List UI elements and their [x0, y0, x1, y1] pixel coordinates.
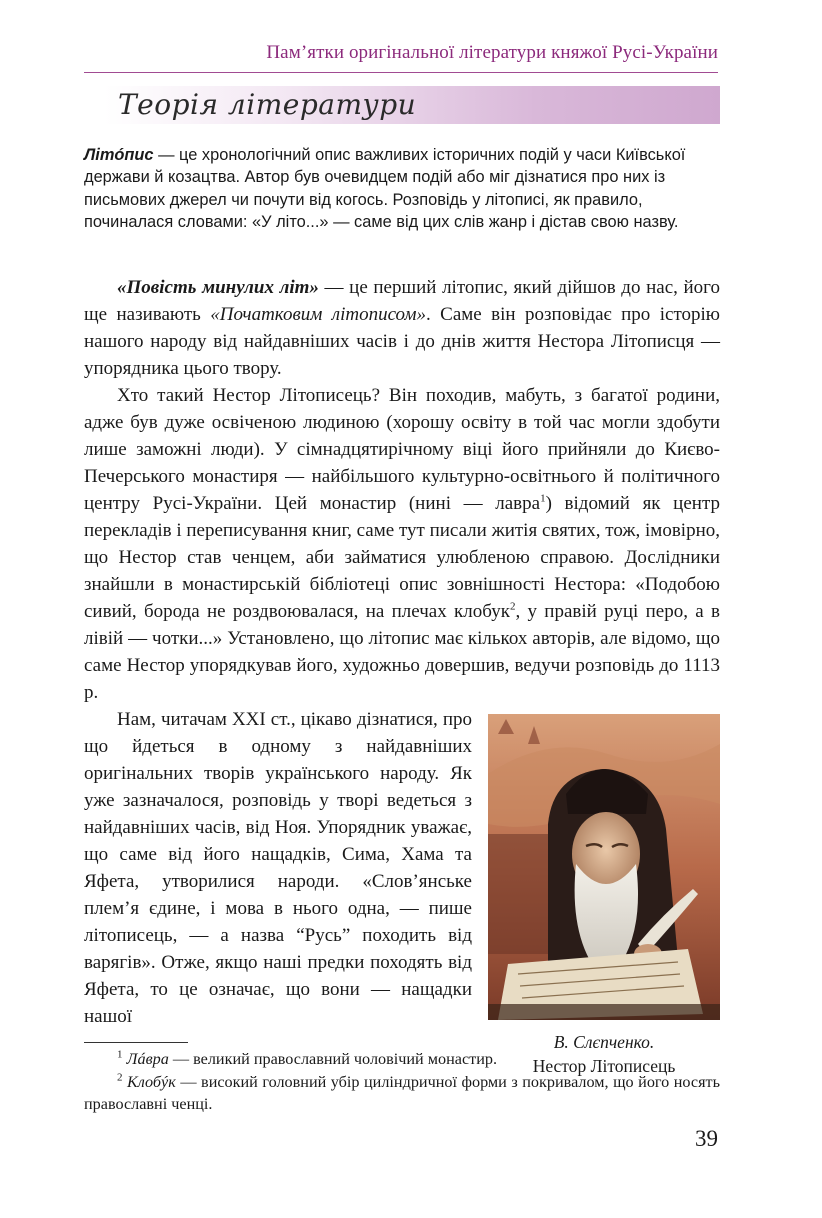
portrait-image: [488, 714, 720, 1020]
alt-title: «Початковим літописом»: [210, 304, 426, 325]
definition-text: — це хронологічний опис важливих історичних подій у часи Київської держави й козацтва. Автор був очевидцем подій або міг дізнатися про них із письмових джерел чи почути від когось. Розповідь у літописі, як правило, починалася словами: «У літо...» — саме від цих слів жанр і дістав свою назву.: [84, 146, 686, 232]
caption-author: В. Слєпченко.: [553, 1032, 655, 1052]
footnote-ref-2[interactable]: 2: [509, 600, 516, 613]
definition-term: Літóпис: [84, 146, 154, 164]
footnote-2: $^2$ Клобýк — високий головний убір циліндричної форми з покривалом, що його носять православні ченці.: [84, 1071, 721, 1113]
theory-title: Теорія літератури: [118, 88, 417, 121]
paragraph-2-tail: Установлено, що літопис має кількох авторів, але відомо, що саме Нестор упорядкував його, художньо довершив, ведучи розповідь до 1113 р.: [84, 628, 720, 703]
definition-box: [84, 144, 720, 234]
paragraph-1: «Повість минулих літ» — це перший літопис, який дійшов до нас, його ще називають «Початковим літописом». Саме він розповідає про історію нашого народу від найдавніших часів і до днів життя Нестора Літописця — упорядника цього твору.: [84, 277, 721, 379]
footnotes: [84, 1048, 720, 1116]
footnote-rule: [84, 1042, 188, 1043]
header-rule: [84, 72, 718, 73]
paragraph-3: Нам, читачам XXI ст., цікаво дізнатися, про що йдеться в одному з найдавніших оригінальних творів українського народу. Як уже зазначалося, розповідь у творі ведеться з найдавніших часів, від Ноя. Упорядник уважає, що саме від його нащадків, Сима, Хама та Яфета, утворилися народи. «Слов’янське плем’я єдине, і мова в нього одна, — пише літописець, — а назва “Русь” походить від варягів». Отже, якщо наші предки походять від Яфета, то це означає, що вони — нащадки нашої: [84, 709, 472, 1027]
footnote-ref-1[interactable]: 1: [540, 492, 546, 505]
caption-title: Нестор Літописець: [532, 1056, 676, 1076]
page-number: 39: [695, 1126, 718, 1151]
paragraph-2: Хто такий Нестор Літописець? Він походив, мабуть, з багатої родини, адже був дуже освіченою людиною (хорошу освіту в той час могли здобути лише заможні люди). У сімнадцятирічному віці його прийняли до Києво-Печерського монастиря — найбільшого культурно-освітнього й політичного центру Русі-України. Цей монастир (нині — лавра$^1$) відомий як центр перекладів і переписування книг, саме тут писали житія святих, тож, імовірно, що Нестор став ченцем, аби займатися улюбленою справою. Дослідники знайшли в монастирській бібліотеці опис зовнішності Нестора: «Подобою сивий, борода не роздвоювалася, на плечах клобук$^2$, у правій руці перо, а в лівій — чотки...» Установлено, що літопис має кількох авторів, але відомо, що саме Нестор упорядкував його, художньо довершив, ведучи розповідь до 1113 р.: [84, 385, 720, 703]
footnote-1: $^1$ Лáвра — великий православний чоловічий монастир.: [117, 1048, 498, 1068]
work-title: «Повість минулих літ»: [117, 277, 319, 298]
running-head: Пам’ятки оригінальної літератури княжої Русі-України: [266, 42, 718, 63]
main-text: [84, 274, 720, 1089]
figure: [488, 714, 720, 1089]
